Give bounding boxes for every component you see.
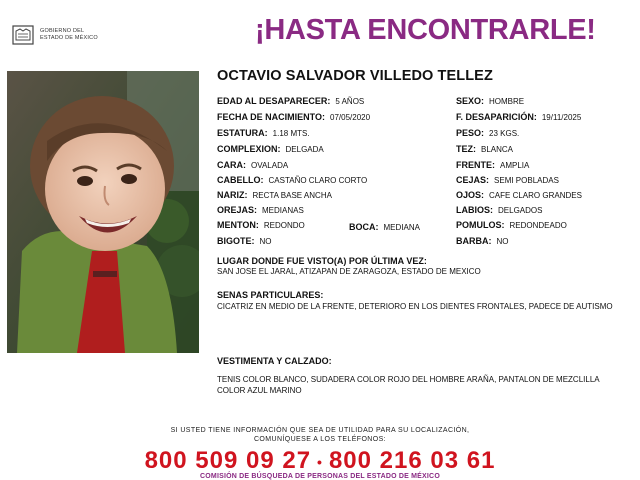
clothing-text: TENIS COLOR BLANCO, SUDADERA COLOR ROJO DEL HOMBRE ARAÑA, PANTALON DE MEZCLILLA COLOR AZUL MARINO xyxy=(217,375,600,395)
field-chin xyxy=(217,220,305,231)
field-lips xyxy=(456,205,542,216)
last-seen-text: SAN JOSE EL JARAL, ATIZAPAN DE ZARAGOZA, ESTADO DE MEXICO xyxy=(217,267,481,276)
missing-person-photo xyxy=(7,71,199,353)
field-label: FRENTE: xyxy=(456,160,495,170)
field-eyes xyxy=(456,190,582,201)
field-sex xyxy=(456,96,524,107)
field-label: BOCA: xyxy=(349,222,379,232)
person-name: OCTAVIO SALVADOR VILLEDO TELLEZ xyxy=(217,68,493,84)
field-label: NARIZ: xyxy=(217,190,248,200)
field-value: 23 KGS. xyxy=(489,129,520,138)
field-value: CAFE CLARO GRANDES xyxy=(489,191,582,200)
field-value: OVALADA xyxy=(251,161,289,170)
field-label: MENTON: xyxy=(217,220,259,230)
marks-text: CICATRIZ EN MEDIO DE LA FRENTE, DETERIORO EN LOS DIENTES FRONTALES, PADECE DE AUTISMO xyxy=(217,302,613,311)
field-label: F. DESAPARICIÓN: xyxy=(456,112,537,122)
field-complexion xyxy=(456,144,513,155)
field-mouth xyxy=(349,222,420,233)
field-nose xyxy=(217,190,332,201)
field-label: ESTATURA: xyxy=(217,128,268,138)
commission-name: COMISIÓN DE BÚSQUEDA DE PERSONAS DEL ESTADO DE MÉXICO xyxy=(200,473,440,480)
field-label: CEJAS: xyxy=(456,175,490,185)
field-value: CASTAÑO CLARO CORTO xyxy=(268,176,368,185)
last-seen-title: LUGAR DONDE FUE VISTO(A) POR ÚLTIMA VEZ: xyxy=(217,256,427,266)
field-label: FECHA DE NACIMIENTO: xyxy=(217,112,325,122)
field-label: COMPLEXION: xyxy=(217,144,281,154)
phone-number-2[interactable]: 800 216 03 61 xyxy=(328,447,496,474)
field-ears xyxy=(217,205,304,216)
field-label: CABELLO: xyxy=(217,175,264,185)
field-label: EDAD AL DESAPARECER: xyxy=(217,96,331,106)
logo-line-1: GOBIERNO DEL xyxy=(40,28,85,34)
field-value: 19/11/2025 xyxy=(541,113,582,122)
field-label: TEZ: xyxy=(456,144,476,154)
logo-line-2: ESTADO DE MÉXICO xyxy=(40,35,98,41)
phone-number-1[interactable]: 800 509 09 27 xyxy=(144,447,312,474)
field-height xyxy=(217,128,310,139)
field-value: RECTA BASE ANCHA xyxy=(252,191,332,200)
marks-title: SENAS PARTICULARES: xyxy=(217,290,324,300)
logo-text xyxy=(40,28,98,42)
field-cheekbones xyxy=(456,220,567,231)
field-label: POMULOS: xyxy=(456,220,505,230)
field-label: CARA: xyxy=(217,160,246,170)
field-value: REDONDO xyxy=(263,221,305,230)
field-value: MEDIANA xyxy=(383,223,420,232)
field-label: OJOS: xyxy=(456,190,485,200)
footer-note-line-1: SI USTED TIENE INFORMACIÓN QUE SEA DE UTILIDAD PARA SU LOCALIZACIÓN, xyxy=(170,427,470,434)
field-value: 07/05/2020 xyxy=(330,113,371,122)
field-value: REDONDEADO xyxy=(509,221,567,230)
field-label: LABIOS: xyxy=(456,205,493,215)
headline: ¡HASTA ENCONTRARLE! xyxy=(255,14,596,46)
field-eyebrows xyxy=(456,175,559,186)
field-value: NO xyxy=(259,237,272,246)
phone-separator: • xyxy=(317,453,323,470)
field-value: HOMBRE xyxy=(489,97,525,106)
clothing-title: VESTIMENTA Y CALZADO: xyxy=(217,356,332,366)
state-government-logo xyxy=(10,20,120,50)
field-value: NO xyxy=(496,237,509,246)
field-label: SEXO: xyxy=(456,96,485,106)
field-value: DELGADA xyxy=(285,145,324,154)
field-disappearance-date xyxy=(456,112,581,123)
field-beard xyxy=(456,236,509,247)
field-value: SEMI POBLADAS xyxy=(494,176,559,185)
field-value: AMPLIA xyxy=(500,161,530,170)
field-value: MEDIANAS xyxy=(262,206,304,215)
footer-note-line-2: COMUNÍQUESE A LOS TELÉFONOS: xyxy=(253,436,387,443)
field-age xyxy=(217,96,364,107)
field-build xyxy=(217,144,324,155)
field-face xyxy=(217,160,288,171)
field-value: BLANCA xyxy=(481,145,514,154)
phone-numbers xyxy=(0,447,640,475)
field-label: PESO: xyxy=(456,128,485,138)
field-value: 5 AÑOS xyxy=(335,97,365,106)
field-birthdate xyxy=(217,112,370,123)
field-label: OREJAS: xyxy=(217,205,258,215)
field-weight xyxy=(456,128,519,139)
field-label: BIGOTE: xyxy=(217,236,255,246)
field-label: BARBA: xyxy=(456,236,492,246)
field-value: 1.18 MTS. xyxy=(272,129,310,138)
state-seal-icon xyxy=(10,22,36,48)
field-value: DELGADOS xyxy=(498,206,543,215)
field-mustache xyxy=(217,236,272,247)
field-hair xyxy=(217,175,367,186)
field-forehead xyxy=(456,160,529,171)
